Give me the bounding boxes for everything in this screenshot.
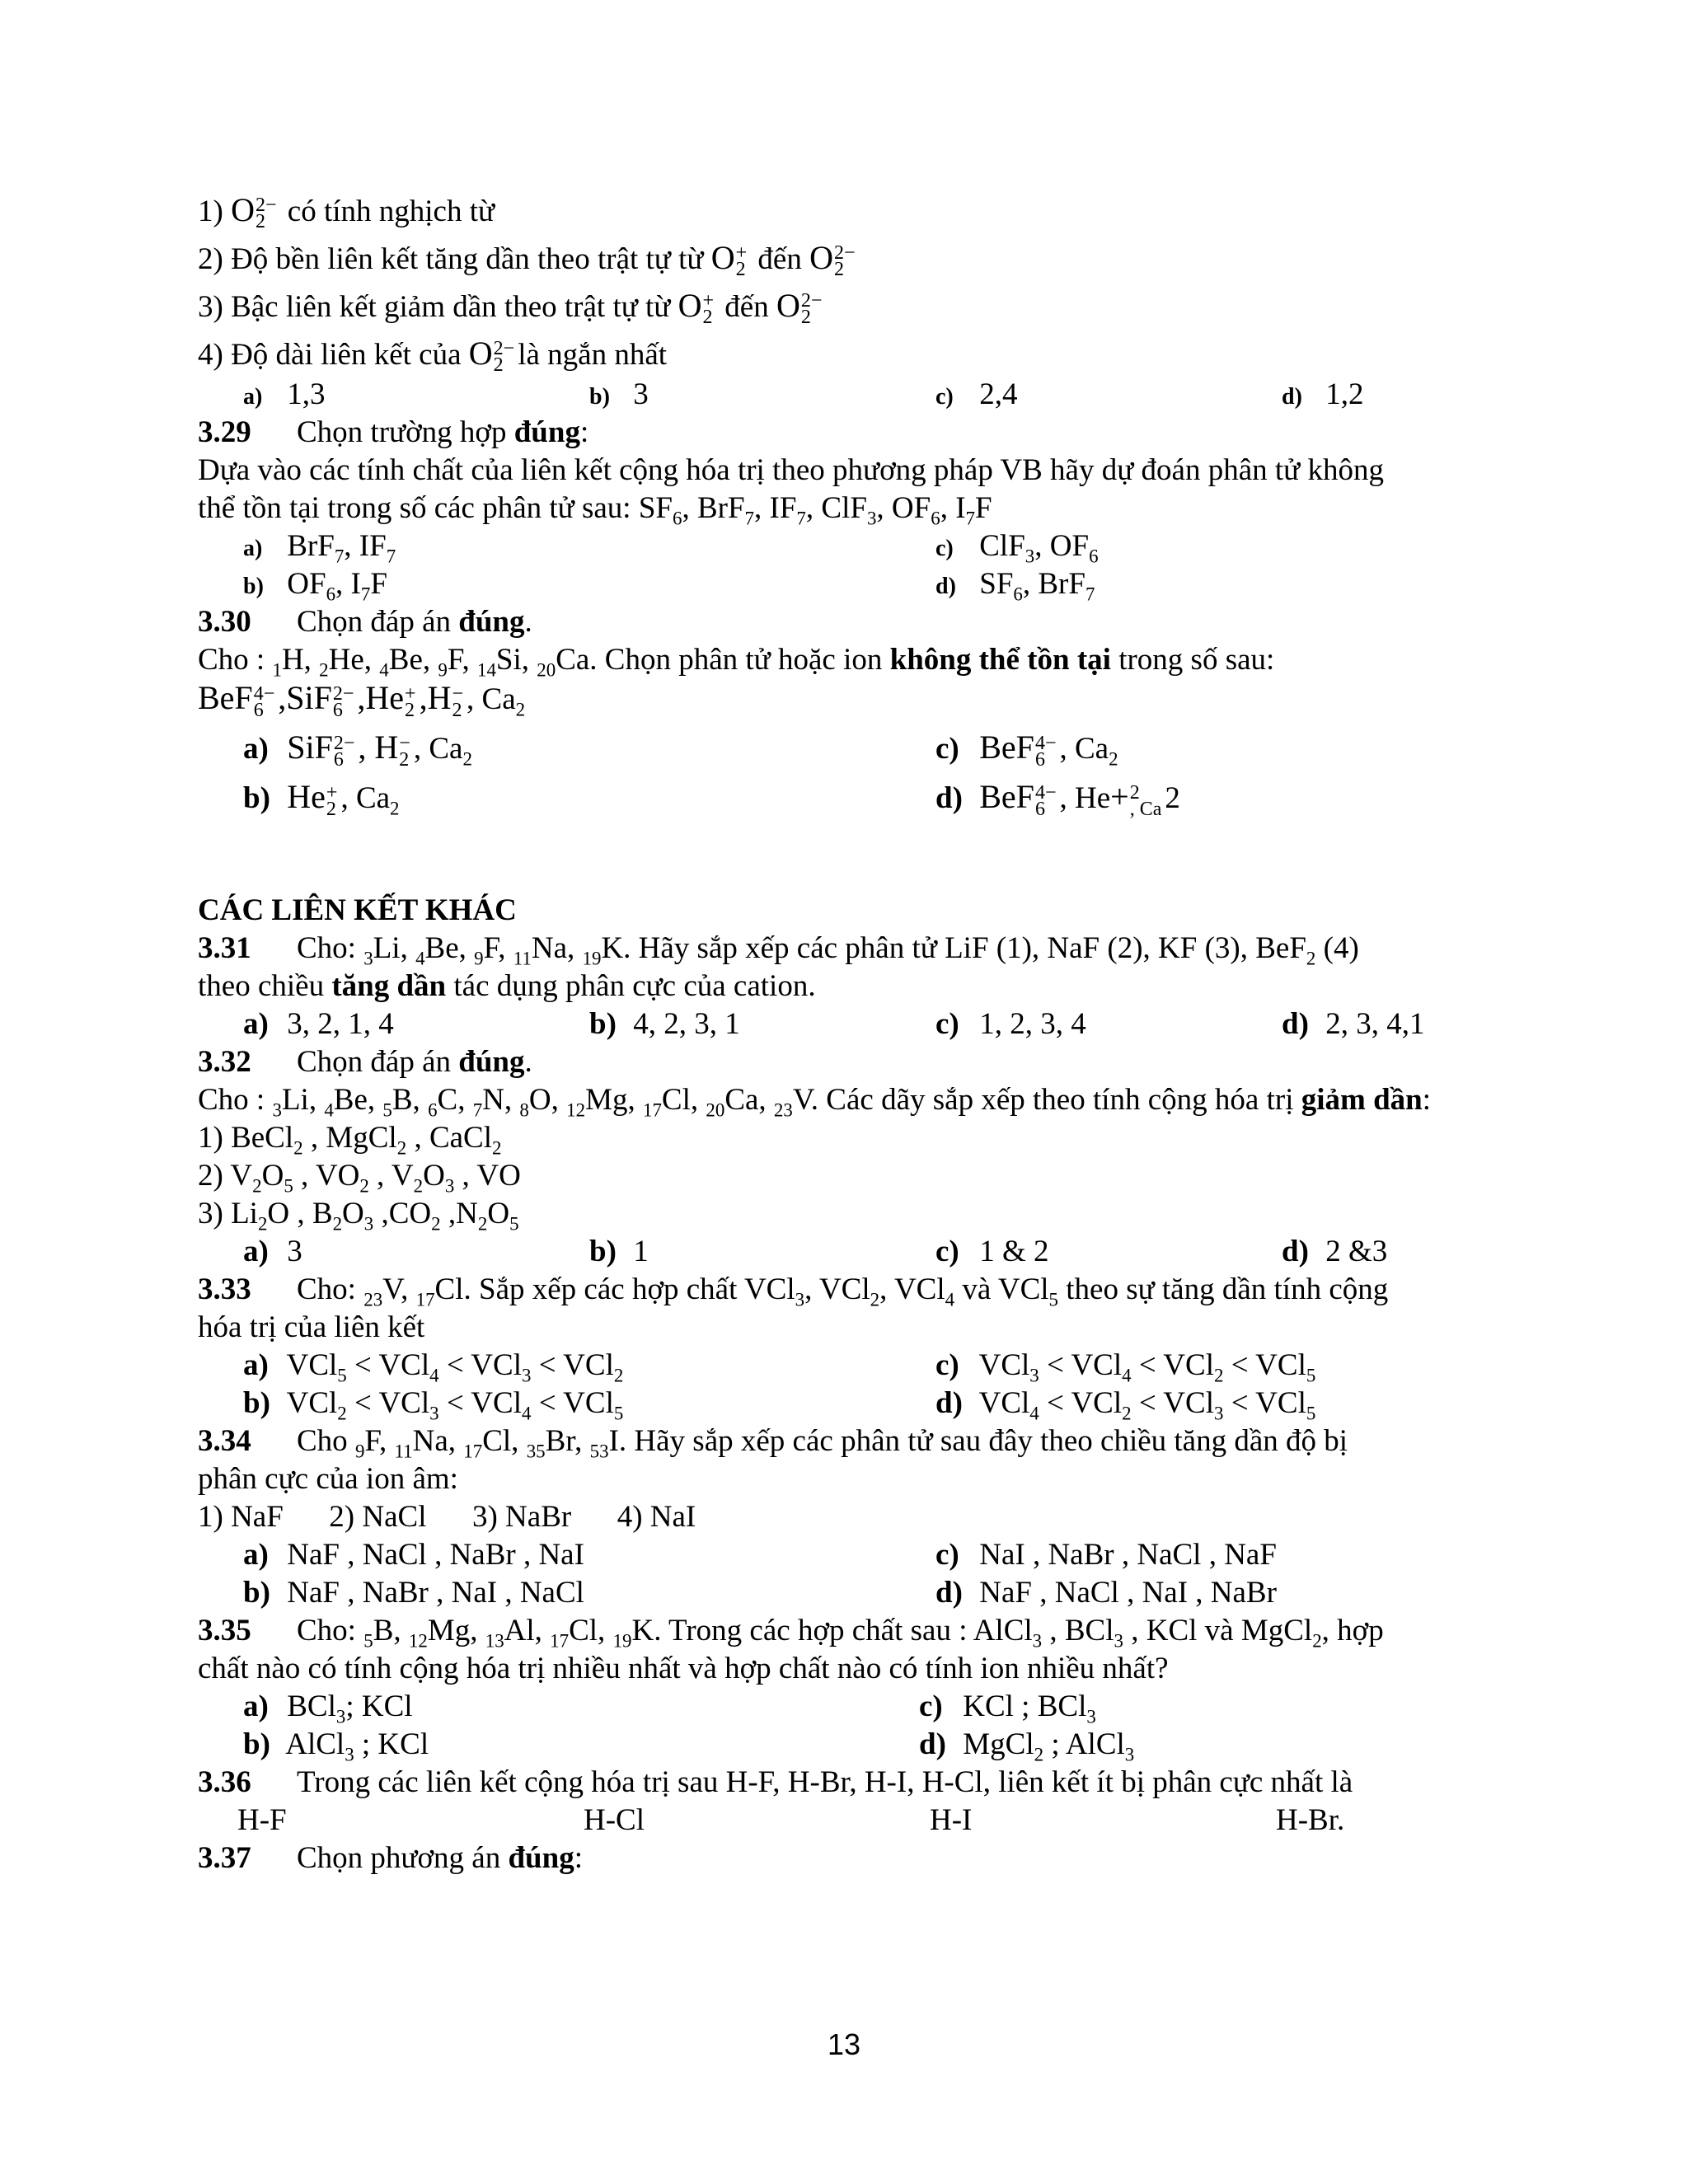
option-b[interactable]: b) AlCl$_3$ ; KCl (243, 1727, 429, 1765)
option-c[interactable]: c) VCl$_3$ < VCl$_4$ < VCl$_2$ < VCl$_5$ (935, 1348, 1316, 1386)
option-d[interactable]: d) MgCl$_2$ ; AlCl$_3$ (919, 1727, 1135, 1765)
section-heading: CÁC LIÊN KẾT KHÁC (198, 893, 517, 927)
o2-2minus: O 2− 2 (231, 191, 277, 232)
option-c[interactable]: c) 2,4 (935, 377, 1018, 411)
option-d[interactable]: d) VCl$_4$ < VCl$_2$ < VCl$_3$ < VCl$_5$ (935, 1386, 1316, 1424)
question-3-32-heading: 3.32 Chọn đáp án đúng. (198, 1045, 532, 1079)
q31-options (198, 1005, 1484, 1043)
option-a[interactable]: a) BCl$_3$; KCl (243, 1690, 413, 1727)
option-hbr[interactable]: H-Br. (1276, 1803, 1345, 1837)
option-b[interactable]: b) VCl$_2$ < VCl$_3$ < VCl$_4$ < VCl$_5$ (243, 1386, 624, 1424)
q35-options-row-2 (198, 1726, 1484, 1764)
option-a[interactable]: a) NaF , NaCl , NaBr , NaI (243, 1538, 584, 1572)
question-3-35-line-2: chất nào có tính cộng hóa trị nhiều nhất và hợp chất nào có tính ion nhiều nhất? (198, 1652, 1169, 1685)
option-a[interactable]: a) 1,3 (243, 377, 326, 411)
page-body (198, 191, 1484, 1875)
option-c[interactable]: c) 1, 2, 3, 4 (935, 1007, 1086, 1041)
option-d[interactable]: d) $SF_6$, BrF$_7$ (935, 567, 1095, 605)
option-hcl[interactable]: H-Cl (584, 1803, 645, 1837)
question-3-31-line-1: 3.31 Cho: $_3$Li, $_4$Be, $_9$F, $_{11}$Na, $_{19}$K. Hãy sắp xếp các phân tử LiF (1), NaF (2), KF (3), BeF$_2$ (4) (198, 931, 1359, 969)
q29-options-row-1 (198, 527, 1484, 565)
q28-statement-1: 1) O 2− 2 có tính nghịch từ (198, 191, 495, 232)
option-c[interactable]: c) BeF 4− 6 , $Ca_2$ (935, 729, 1118, 771)
q29-body-line-2: thể tồn tại trong số các phân tử sau: $SF_6$, BrF$_7$, $IF_7$, ClF$_3$, $OF_6$, $I_7F$ (198, 491, 992, 529)
q28-statement-2: 2) Độ bền liên kết tăng dần theo trật tự từ O + 2 đến O 2− 2 (198, 239, 856, 280)
option-c[interactable]: c) ClF$_3$, $OF_6$ (935, 529, 1099, 567)
option-d[interactable]: d) 1,2 (1282, 377, 1364, 411)
q33-options-row-1 (198, 1347, 1484, 1385)
q29-body-line-1: Dựa vào các tính chất của liên kết cộng hóa trị theo phương pháp VB hãy dự đoán phân tử không (198, 453, 1384, 487)
question-3-30-heading: 3.30 Chọn đáp án đúng. (198, 605, 532, 639)
option-c[interactable]: c) NaI , NaBr , NaCl , NaF (935, 1538, 1277, 1572)
q29-options-row-2 (198, 565, 1484, 603)
q28-statement-4: 4) Độ dài liên kết của O 2− 2 là ngắn nhất (198, 335, 668, 376)
q32-given: Cho : $_3$Li, $_4$Be, $_5$B, $_6$C, $_7$N, $_8$O, $_{12}$Mg, $_{17}$Cl, $_{20}$Ca, $_{23}$V. Các dãy sắp xếp theo tính cộng hóa trị giảm dần: (198, 1083, 1432, 1121)
option-c[interactable]: c) 1 & 2 (935, 1235, 1049, 1268)
option-c[interactable]: c) KCl ; BCl$_3$ (919, 1690, 1096, 1727)
question-3-33-line-1: 3.33 Cho: $_{23}$V, $_{17}$Cl. Sắp xếp các hợp chất VCl$_3$, VCl$_2$, VCl$_4$ và VCl$_5$ theo sự tăng dần tính cộng (198, 1272, 1389, 1310)
option-b[interactable]: b) 1 (589, 1235, 649, 1268)
option-a[interactable]: a) 3 (243, 1235, 302, 1268)
option-hi[interactable]: H-I (930, 1803, 973, 1837)
question-3-37-heading: 3.37 Chọn phương án đúng: (198, 1841, 583, 1875)
q32-series-3: 3) $Li_2O$ , $B_2O_3$ $,CO_2$ $,N_2O_5$ (198, 1197, 519, 1235)
question-3-31-line-2: theo chiều tăng dần tác dụng phân cực của cation. (198, 969, 816, 1003)
option-a[interactable]: a) SiF 2− 6 , H − 2 , $Ca_2$ (243, 729, 472, 771)
option-a[interactable]: a) 3, 2, 1, 4 (243, 1007, 394, 1041)
page-number: 13 (827, 2027, 861, 2061)
option-b[interactable]: b) He + 2 , $Ca_2$ (243, 778, 400, 820)
question-3-34-line-2: phân cực của ion âm: (198, 1462, 458, 1496)
option-d[interactable]: d) 2, 3, 4,1 (1282, 1007, 1425, 1041)
q32-series-1: 1) BeCl$_2$ , MgCl$_2$ , CaCl$_2$ (198, 1121, 502, 1159)
option-d[interactable]: d) 2 &3 (1282, 1235, 1388, 1268)
q34-compounds: 1) NaF 2) NaCl 3) NaBr 4) NaI (198, 1500, 696, 1534)
option-hf[interactable]: H-F (237, 1803, 287, 1837)
question-3-29-heading: 3.29 Chọn trường hợp đúng: (198, 415, 589, 449)
q30-options-row-1 (198, 729, 1484, 771)
option-b[interactable]: b) NaF , NaBr , NaI , NaCl (243, 1576, 584, 1610)
option-a[interactable]: a) BrF$_7$, $IF_7$ (243, 529, 396, 567)
option-b[interactable]: b) 3 (589, 377, 649, 411)
q36-options (198, 1802, 1484, 1840)
q30-species-list: BeF 4− 6 ,SiF 2− 6 ,He + 2 ,H − 2 , $Ca_2$ (198, 679, 526, 721)
q34-options-row-1 (198, 1536, 1484, 1574)
option-b[interactable]: b) 4, 2, 3, 1 (589, 1007, 740, 1041)
option-b[interactable]: b) $OF_6$, $I_7F$ (243, 567, 387, 605)
q28-statement-3: 3) Bậc liên kết giảm dần theo trật tự từ O + 2 đến O 2− 2 (198, 287, 823, 328)
q33-options-row-2 (198, 1385, 1484, 1422)
q34-options-row-2 (198, 1574, 1484, 1612)
option-d[interactable]: d) BeF 4− 6 , He+ 2 , Ca 2 (935, 778, 1180, 820)
q35-options-row-1 (198, 1688, 1484, 1726)
q28-options (198, 376, 1484, 414)
q32-series-2: 2) $V_2O_5$ , $VO_2$ , $V_2O_3$ , VO (198, 1159, 521, 1197)
q32-options (198, 1233, 1484, 1271)
q30-options-row-2 (198, 778, 1484, 820)
q30-given: Cho : $_1$H, $_2$He, $_4$Be, $_9$F, $_{14}$Si, $_{20}$Ca. Chọn phân tử hoặc ion không thể tồn tại trong số sau: (198, 643, 1275, 681)
option-a[interactable]: a) VCl$_5$ < VCl$_4$ < VCl$_3$ < VCl$_2$ (243, 1348, 624, 1386)
question-3-35-line-1: 3.35 Cho: $_5$B, $_{12}$Mg, $_{13}$Al, $_{17}$Cl, $_{19}$K. Trong các hợp chất sau : AlCl$_3$ , BCl$_3$ , KCl và MgCl$_2$, hợp (198, 1614, 1384, 1652)
question-3-33-line-2: hóa trị của liên kết (198, 1310, 425, 1344)
question-3-34-line-1: 3.34 Cho $_9$F, $_{11}$Na, $_{17}$Cl, $_{35}$Br, $_{53}$I. Hãy sắp xếp các phân tử sau đây theo chiều tăng dần độ bị (198, 1424, 1348, 1462)
question-3-36: 3.36 Trong các liên kết cộng hóa trị sau H-F, H-Br, H-I, H-Cl, liên kết ít bị phân cực nhất là (198, 1765, 1353, 1799)
option-d[interactable]: d) NaF , NaCl , NaI , NaBr (935, 1576, 1277, 1610)
